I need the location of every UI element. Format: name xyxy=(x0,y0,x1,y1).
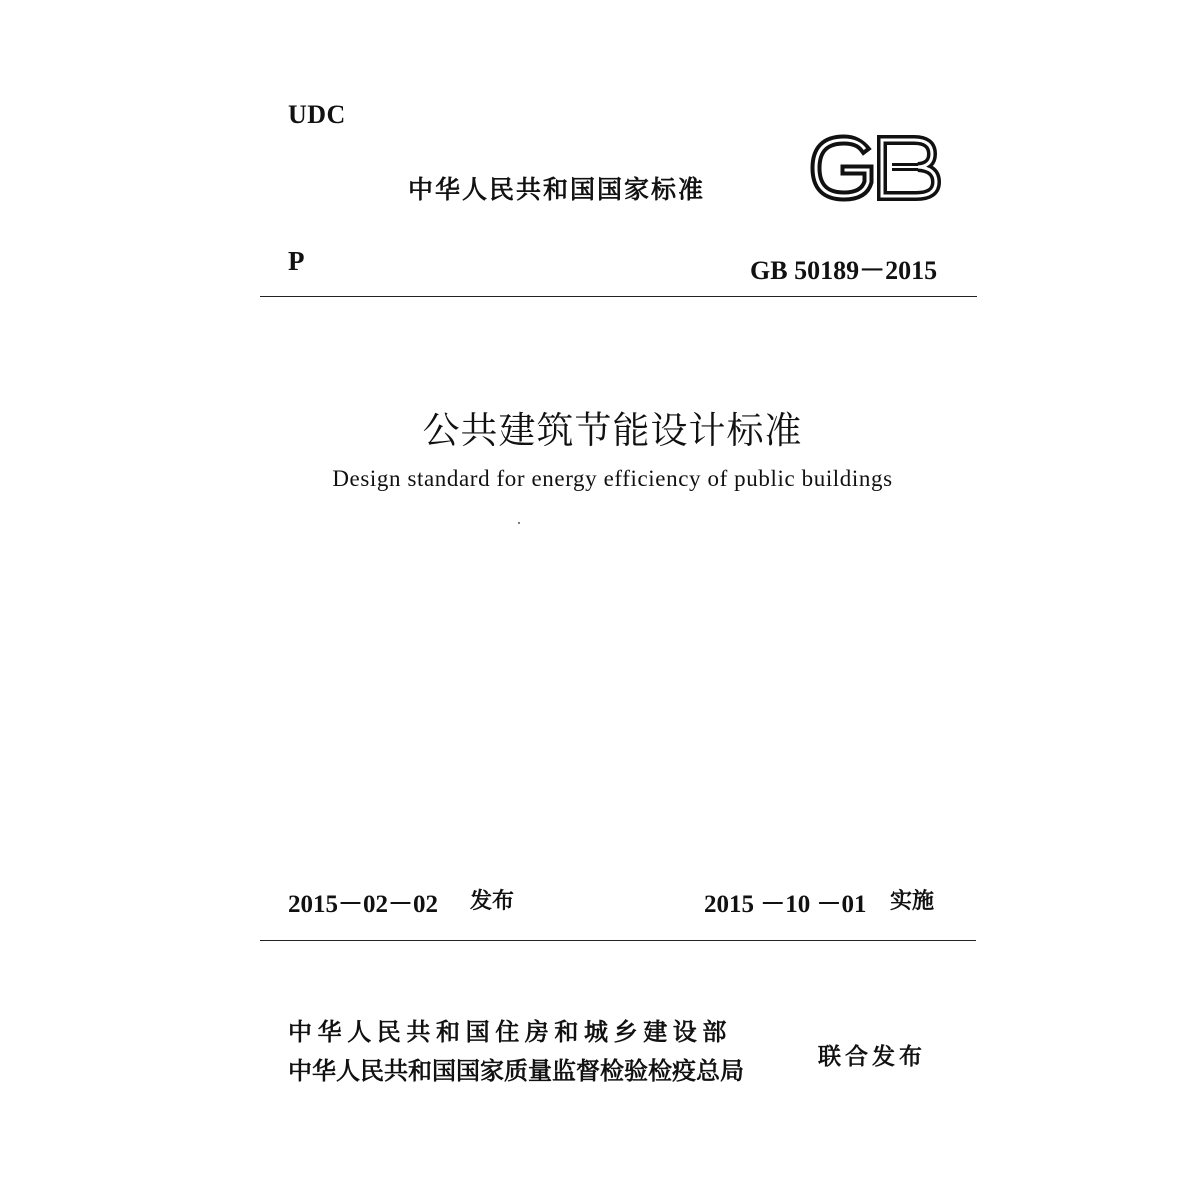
gb-logo-b xyxy=(882,140,936,196)
publisher-ministry-housing: 中华人民共和国住房和城乡建设部 xyxy=(288,1018,732,1046)
national-standard-heading: 中华人民共和国国家标准 xyxy=(408,175,706,204)
issue-label: 发布 xyxy=(470,889,515,914)
top-divider xyxy=(260,296,977,297)
issue-date: 2015－02－02 xyxy=(288,891,439,918)
title-chinese: 公共建筑节能设计标准 xyxy=(422,409,803,452)
gb-logo xyxy=(806,134,944,202)
scan-speck xyxy=(518,522,520,524)
bottom-divider xyxy=(260,940,976,941)
udc-code: UDC xyxy=(288,100,346,129)
effective-label: 实施 xyxy=(890,889,935,914)
standard-number: GB 50189－2015 xyxy=(750,256,938,285)
classification-code: P xyxy=(288,246,305,276)
joint-issue-label: 联合发布 xyxy=(818,1044,926,1070)
publisher-aqsiq: 中华人民共和国国家质量监督检验检疫总局 xyxy=(288,1057,744,1085)
effective-date: 2015 －10 －01 xyxy=(704,891,867,918)
title-english: Design standard for energy efficiency of public buildings xyxy=(332,466,893,491)
gb-logo-g xyxy=(816,140,868,196)
